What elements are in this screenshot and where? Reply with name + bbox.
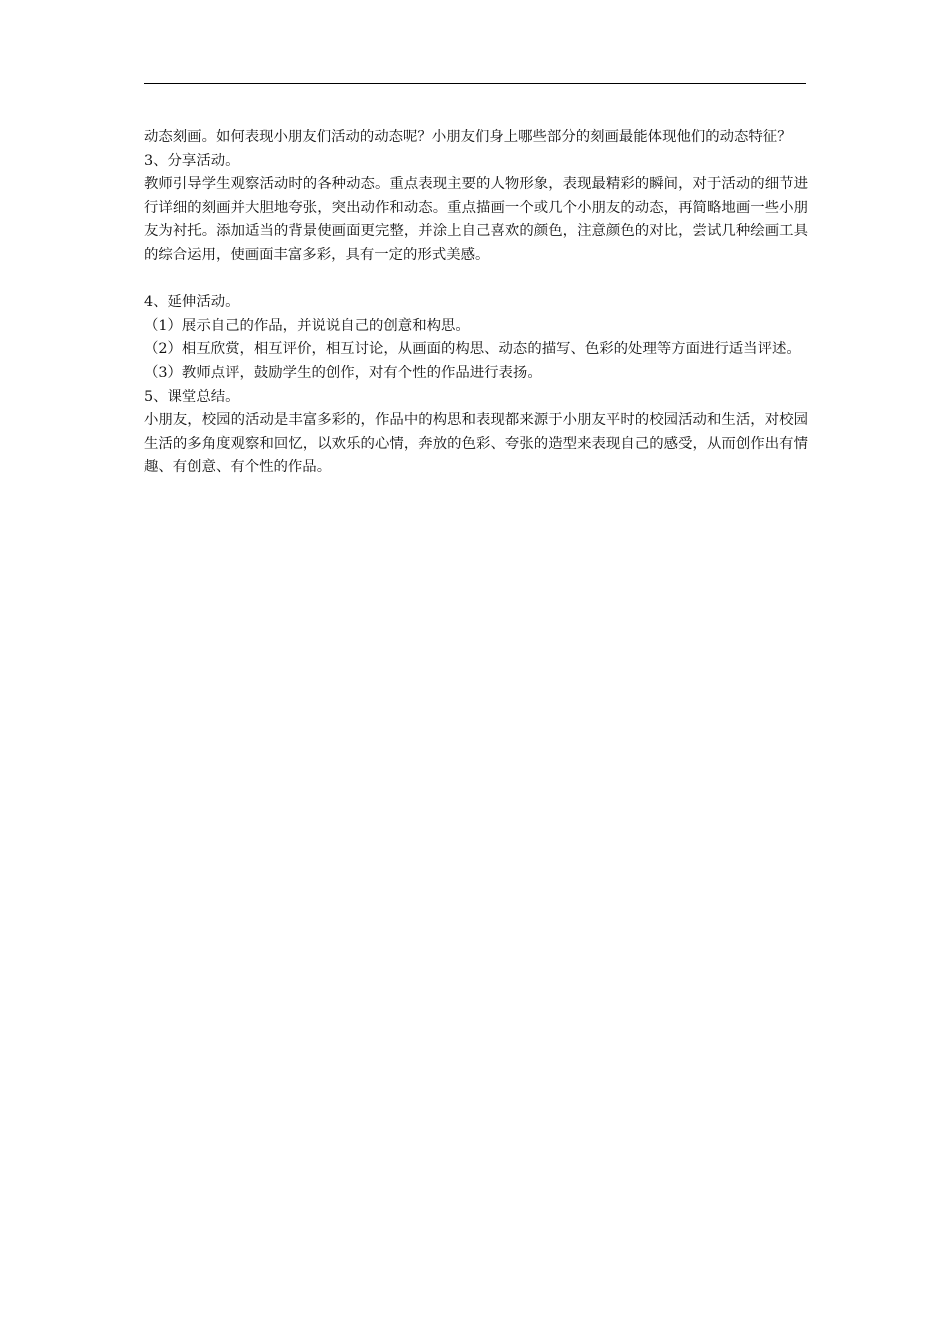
heading-extension-activity: 4、延伸活动。 bbox=[144, 294, 240, 311]
list-item-mutual-review: （2）相互欣赏，相互评价，相互讨论，从画面的构思、动态的描写、色彩的处理等方面进行适当评述。 bbox=[144, 341, 801, 358]
paragraph-teacher-guidance: 教师引导学生观察活动时的各种动态。重点表现主要的人物形象，表现最精彩的瞬间，对于活动的细节进行详细的刻画并大胆地夸张，突出动作和动态。重点描画一个或几个小朋友的动态，再简略地画一些小朋友为衬托。添加适当的背景使画面更完整，并涂上自己喜欢的颜色，注意颜色的对比，尝试几种绘画工具的综合运用，使画面丰富多彩，具有一定的形式美感。 bbox=[144, 176, 808, 263]
heading-share-activity: 3、分享活动。 bbox=[144, 152, 240, 169]
header-rule bbox=[144, 83, 806, 84]
paragraph-spacer bbox=[144, 268, 808, 292]
heading-class-summary: 5、课堂总结。 bbox=[144, 388, 240, 405]
paragraph-dynamic-depiction: 动态刻画。如何表现小朋友们活动的动态呢？小朋友们身上哪些部分的刻画最能体现他们的动态特征？ bbox=[144, 129, 792, 145]
document-body bbox=[144, 126, 808, 480]
paragraph-summary: 小朋友，校园的活动是丰富多彩的，作品中的构思和表现都来源于小朋友平时的校园活动和生活，对校园生活的多角度观察和回忆，以欢乐的心情，奔放的色彩、夸张的造型来表现自己的感受，从而创作出有情趣、有创意、有个性的作品。 bbox=[144, 412, 808, 476]
list-item-show-work: （1）展示自己的作品，并说说自己的创意和构思。 bbox=[144, 317, 470, 334]
list-item-teacher-comment: （3）教师点评，鼓励学生的创作，对有个性的作品进行表扬。 bbox=[144, 364, 542, 381]
